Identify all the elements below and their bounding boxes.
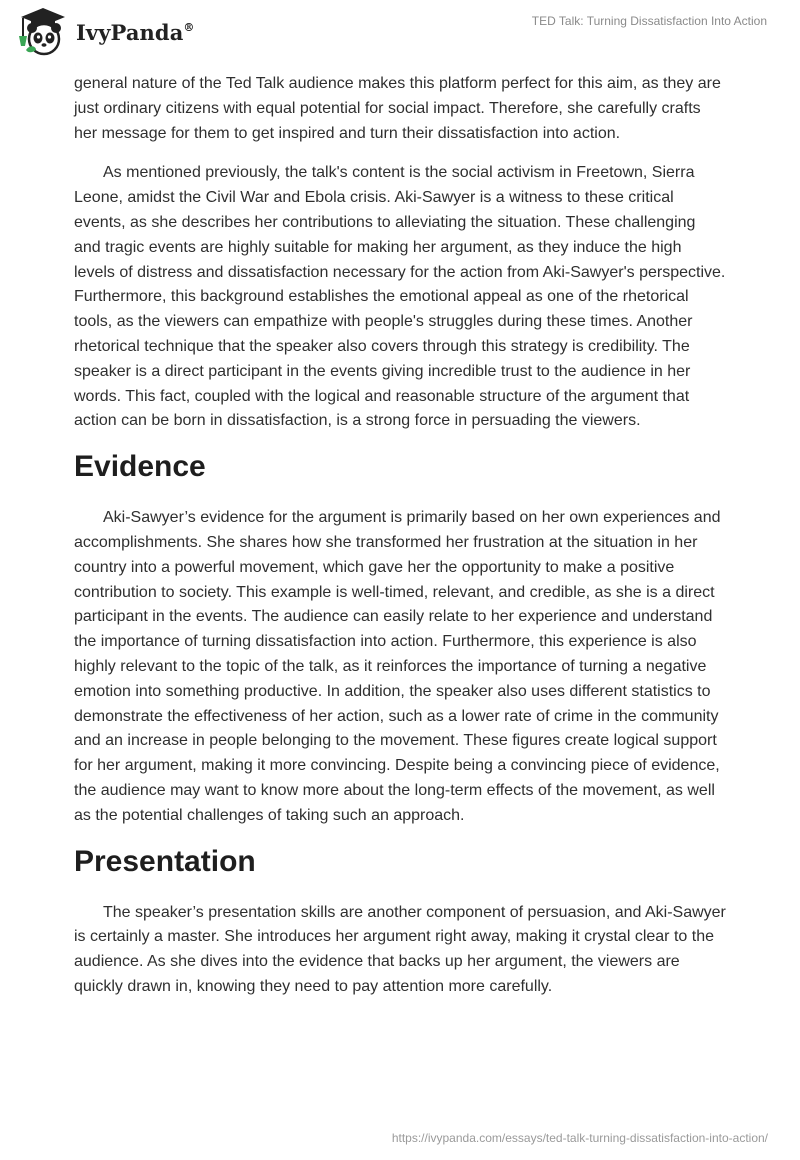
brand-name: IvyPanda® [76, 19, 195, 45]
paragraph-intro-continuation: general nature of the Ted Talk audience makes this platform perfect for this aim, as they are just ordinary citizens with equal potential for social impact. Therefore, she carefully crafts her message for them to get inspired and turn their dissatisfaction into action. [74, 75, 721, 142]
ivypanda-logo[interactable] [14, 6, 195, 58]
section-heading-presentation: Presentation [74, 844, 256, 878]
source-url[interactable]: https://ivypanda.com/essays/ted-talk-turning-dissatisfaction-into-action/ [391, 1131, 768, 1145]
paragraph-context: As mentioned previously, the talk's content is the social activism in Freetown, Sierra Leone, amidst the Civil War and Ebola crisis. Aki-Sawyer is a witness to these critical events, as she describes her contributions to alleviating the situation. These challenging and tragic events are highly suitable for making her argument, as they induce the high levels of distress and dissatisfaction necessary for the action from Aki-Sawyer's perspective. Furthermore, this background establishes the emotional appeal as one of the rhetorical tools, as the viewers can empathize with people's struggles during these times. Another rhetorical technique that the speaker also covers through this strategy is credibility. The speaker is a direct participant in the events giving incredible trust to the audience in her words. This fact, coupled with the logical and reasonable structure of the argument that action can be born in dissatisfaction, is a strong force in persuading the viewers. [74, 164, 726, 430]
registered-mark: ® [183, 20, 195, 34]
paragraph-evidence: Aki-Sawyer’s evidence for the argument is primarily based on her own experiences and accomplishments. She shares how she transformed her frustration at the situation in her country into a powerful movement, which gave her the opportunity to make a positive contribution to society. This example is well-timed, relevant, and credible, as she is a direct participant in the events. The audience can easily relate to her experience and understand the importance of turning dissatisfaction into action. Furthermore, this experience is also highly relevant to the topic of the talk, as it reinforces the importance of turning a negative emotion into something productive. In addition, the speaker also uses different statistics to demonstrate the effectiveness of her action, such as a lower rate of crime in the community and an increase in people belonging to the movement. These figures create logical support for her argument, making it more convincing. Despite being a convincing piece of evidence, the audience may want to know more about the long-term effects of the movement, as well as the potential challenges of taking such an approach. [74, 509, 721, 824]
paragraph-presentation: The speaker’s presentation skills are another component of persuasion, and Aki-Sawyer is certainly a master. She introduces her argument right away, making it crystal clear to the audience. As she dives into the evidence that backs up her argument, the viewers are quickly drawn in, knowing they need to pay attention more carefully. [74, 903, 726, 995]
essay-body [74, 72, 726, 1015]
page-header [0, 0, 800, 70]
running-title: TED Talk: Turning Dissatisfaction Into Action [531, 14, 767, 28]
section-heading-evidence: Evidence [74, 450, 206, 484]
panda-graduate-icon [14, 6, 72, 58]
